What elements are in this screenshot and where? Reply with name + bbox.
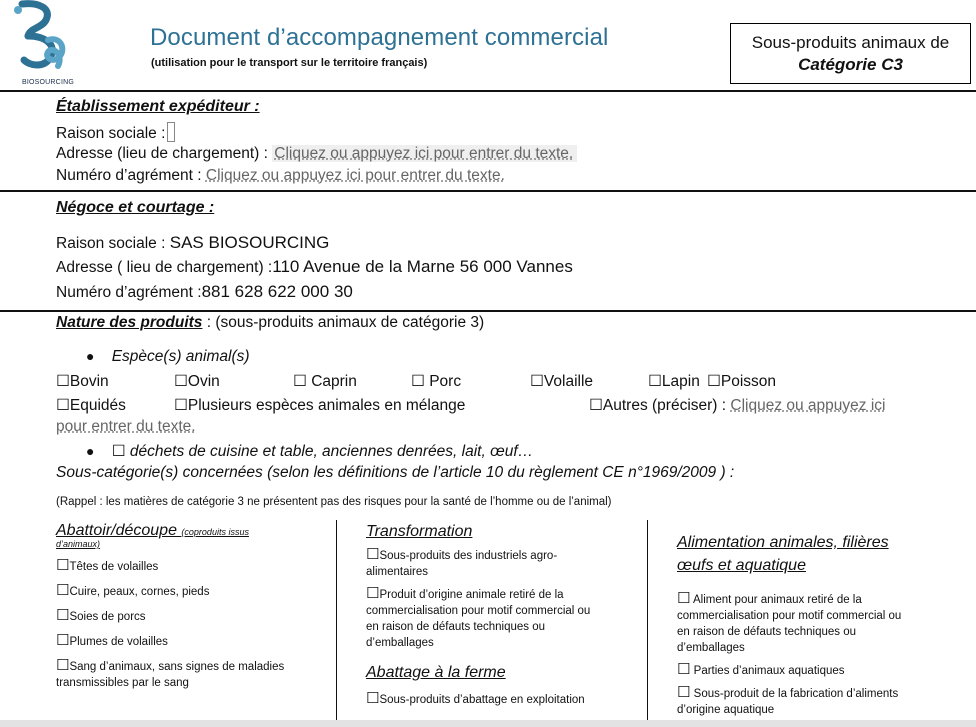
checkbox[interactable]: ☐ — [366, 690, 380, 707]
waste-bullet — [86, 442, 533, 461]
item-label: Plumes de volailles — [69, 636, 168, 648]
abattoir-item-sang[interactable] — [56, 658, 326, 675]
broker-agrement-label: Numéro d’agrément : — [56, 284, 202, 301]
checkbox[interactable]: ☐ — [677, 684, 691, 701]
broker-heading: Négoce et courtage : — [56, 199, 215, 216]
sender-raison-input[interactable] — [167, 122, 175, 142]
sender-agrement-row — [56, 167, 505, 185]
sender-raison-label: Raison sociale : — [56, 125, 166, 142]
sender-agrement-label: Numéro d’agrément : — [56, 167, 202, 184]
abattoir-heading-small: (coproduits issus — [181, 527, 249, 537]
sender-adresse-row — [56, 145, 577, 163]
divider — [0, 190, 976, 192]
item-label: Soies de porcs — [69, 611, 146, 623]
checkbox[interactable]: ☐ — [56, 582, 70, 599]
alimentation-heading-2: œufs et aquatique — [677, 557, 806, 574]
document-title: Document d’accompagnement commercial — [150, 24, 609, 51]
broker-adresse-row — [56, 257, 573, 277]
column-abattoir — [56, 522, 326, 691]
abattoir-item-plumes[interactable] — [56, 633, 326, 650]
abattage-ferme-heading: Abattage à la ferme — [366, 664, 506, 681]
species-caprin[interactable]: ☐ Caprin — [293, 373, 357, 390]
alimentation-heading-1: Alimentation animales, filières — [677, 534, 889, 551]
item-label: Aliment pour animaux retiré de la — [690, 594, 862, 606]
products-heading-suffix: : (sous-produits animaux de catégorie 3) — [202, 314, 485, 331]
item-label: Produit d’origine animale retiré de la — [379, 589, 564, 601]
bullet-dot: ● — [86, 348, 95, 364]
abattoir-item-cuire[interactable] — [56, 583, 326, 600]
species-lapin[interactable]: ☐Lapin — [648, 373, 700, 390]
species-porc[interactable]: ☐ Porc — [411, 373, 462, 390]
species-equides[interactable]: ☐Equidés — [56, 397, 126, 414]
checkbox[interactable]: ☐ — [56, 607, 70, 624]
sender-raison-row — [56, 122, 175, 143]
item-label: Parties d’animaux aquatiques — [690, 665, 845, 677]
item-label-cont: d’emballages — [366, 637, 434, 649]
checkbox[interactable]: ☐ — [677, 661, 691, 678]
transformation-item-agro[interactable] — [366, 547, 636, 564]
item-label-cont: d’emballages — [677, 642, 745, 654]
sender-adresse-input[interactable]: Cliquez ou appuyez ici pour entrer du texte. — [272, 145, 577, 162]
abattoir-heading: Abattoir/découpe — [56, 522, 182, 539]
checkbox[interactable]: ☐ — [56, 657, 70, 674]
products-heading-row — [56, 314, 484, 332]
item-label: Sous-produits d’abattage en exploitation — [379, 694, 585, 706]
species-bovin[interactable]: ☐Bovin — [56, 373, 109, 390]
checkbox[interactable]: ☐ — [366, 585, 380, 602]
broker-raison-row — [56, 233, 329, 253]
item-label: Têtes de volailles — [69, 561, 159, 573]
sender-heading: Établissement expéditeur : — [56, 98, 260, 115]
broker-adresse-value: 110 Avenue de la Marne 56 000 Vannes — [272, 257, 573, 276]
item-label-cont: en raison de défauts techniques ou — [677, 626, 857, 638]
products-heading: Nature des produits — [56, 314, 203, 331]
species-bullet — [86, 348, 250, 366]
species-poisson[interactable]: ☐Poisson — [707, 373, 777, 390]
rappel-note: (Rappel : les matières de catégorie 3 ne présentent pas des risques pour la santé de l’homme ou de l’animal) — [56, 496, 612, 508]
item-label: Sous-produit de la fabrication d’aliments — [690, 688, 899, 700]
abattoir-heading-small2: d’animaux) — [56, 539, 101, 549]
alimentation-item-retire[interactable] — [677, 591, 967, 608]
species-autres-checkbox[interactable]: ☐Autres (préciser) : — [589, 397, 727, 414]
column-alimentation — [677, 531, 967, 718]
species-ovin[interactable]: ☐Ovin — [174, 373, 220, 390]
biosourcing-logo — [8, 0, 78, 90]
column-divider — [336, 520, 337, 720]
item-label: Sang d’animaux, sans signes de maladies — [69, 661, 285, 673]
alimentation-item-aquatiques[interactable] — [677, 662, 967, 679]
checkbox[interactable]: ☐ — [366, 546, 380, 563]
species-autres — [589, 396, 885, 415]
transformation-item-exploitation[interactable] — [366, 691, 636, 708]
checkbox[interactable]: ☐ — [56, 557, 70, 574]
species-autres-input[interactable]: Cliquez ou appuyez ici — [730, 397, 886, 414]
item-label-cont: commercialisation pour motif commercial ou — [677, 610, 902, 622]
abattoir-item-soies[interactable] — [56, 608, 326, 625]
abattoir-item-sang-cont: transmissibles par le sang — [56, 677, 189, 689]
column-divider — [647, 520, 648, 720]
species-volaille[interactable]: ☐Volaille — [530, 373, 594, 390]
item-label: Sous-produits des industriels agro- — [379, 550, 558, 562]
sender-adresse-label: Adresse (lieu de chargement) : — [56, 145, 268, 162]
broker-agrement-value: 881 628 622 000 30 — [201, 282, 353, 301]
broker-agrement-row — [56, 282, 353, 302]
bullet-dot: ● — [86, 443, 95, 459]
species-autres-input-cont[interactable]: pour entrer du texte. — [56, 418, 196, 435]
column-transformation — [366, 522, 636, 708]
sender-agrement-input[interactable]: Cliquez ou appuyez ici pour entrer du texte. — [205, 167, 505, 184]
transformation-item-retire[interactable] — [366, 586, 636, 603]
document-subtitle: (utilisation pour le transport sur le territoire français) — [151, 57, 428, 69]
species-melange[interactable]: ☐Plusieurs espèces animales en mélange — [174, 397, 466, 414]
category-line1: Sous-produits animaux de — [751, 33, 950, 52]
page-bottom-edge — [0, 720, 976, 727]
category-box — [730, 23, 971, 84]
category-line2: Catégorie C3 — [798, 55, 903, 74]
logo-text: BIOSOURCING — [22, 79, 74, 86]
alimentation-item-fabrication[interactable] — [677, 685, 967, 702]
checkbox[interactable]: ☐ — [677, 590, 691, 607]
transformation-heading: Transformation — [366, 523, 473, 540]
item-label: Cuire, peaux, cornes, pieds — [69, 586, 210, 598]
broker-raison-value: SAS BIOSOURCING — [169, 233, 330, 252]
subcat-line: Sous-catégorie(s) concernées (selon les définitions de l’article 10 du règlement CE n°1969/2009 ) : — [56, 464, 735, 481]
item-label-cont: commercialisation pour motif commercial ou — [366, 605, 591, 617]
waste-bullet-label[interactable]: ☐ déchets de cuisine et table, anciennes denrées, lait, œuf… — [111, 443, 534, 460]
broker-raison-label: Raison sociale : — [56, 235, 166, 252]
item-label-cont: en raison de défauts techniques ou — [366, 621, 546, 633]
divider — [0, 310, 976, 312]
abattoir-item-tetes[interactable] — [56, 558, 326, 575]
divider — [0, 90, 976, 92]
species-bullet-label: Espèce(s) animal(s) — [111, 348, 250, 365]
checkbox[interactable]: ☐ — [56, 632, 70, 649]
transformation-item-agro-cont: alimentaires — [366, 566, 428, 578]
broker-adresse-label: Adresse ( lieu de chargement) : — [56, 259, 273, 276]
item-label-cont: d’origine aquatique — [677, 704, 775, 716]
